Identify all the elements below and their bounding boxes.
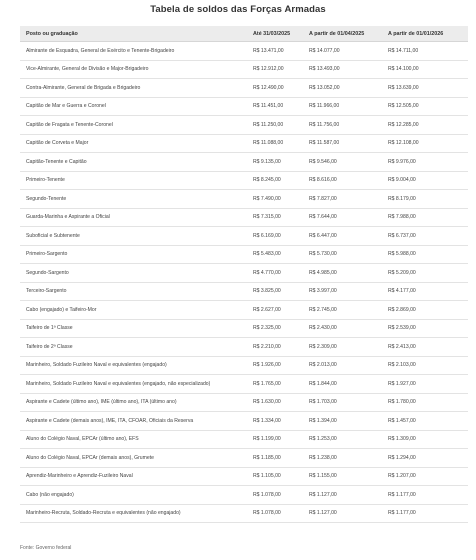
value-until-2025-03-31: R$ 1.765,00: [253, 375, 309, 394]
value-from-2026-01-01: R$ 2.413,00: [388, 338, 468, 357]
table-row: [20, 282, 468, 301]
value-from-2026-01-01: R$ 5.209,00: [388, 264, 468, 283]
rank-cell: Marinheiro, Soldado Fuzileiro Naval e equivalentes (engajado): [20, 356, 253, 375]
table-row: [20, 504, 468, 523]
value-from-2026-01-01: R$ 1.177,00: [388, 486, 468, 505]
table-row: [20, 486, 468, 505]
value-from-2026-01-01: R$ 14.100,00: [388, 60, 468, 79]
value-from-2025-04-01: R$ 2.309,00: [309, 338, 388, 357]
rank-cell: Taifeiro de 1ª Classe: [20, 319, 253, 338]
table-row: [20, 393, 468, 412]
value-from-2025-04-01: R$ 1.844,00: [309, 375, 388, 394]
value-until-2025-03-31: R$ 6.169,00: [253, 227, 309, 246]
rank-cell: Aluno do Colégio Naval, EPCAr (último ano), EFS: [20, 430, 253, 449]
table-row: [20, 42, 468, 61]
table-row: [20, 412, 468, 431]
value-until-2025-03-31: R$ 11.451,00: [253, 97, 309, 116]
value-from-2026-01-01: R$ 1.177,00: [388, 504, 468, 523]
value-from-2026-01-01: R$ 9.976,00: [388, 153, 468, 172]
value-until-2025-03-31: R$ 1.078,00: [253, 504, 309, 523]
value-until-2025-03-31: R$ 1.105,00: [253, 467, 309, 486]
value-from-2025-04-01: R$ 2.430,00: [309, 319, 388, 338]
value-from-2025-04-01: R$ 4.985,00: [309, 264, 388, 283]
value-from-2026-01-01: R$ 2.539,00: [388, 319, 468, 338]
rank-cell: Suboficial e Subtenente: [20, 227, 253, 246]
value-from-2025-04-01: R$ 1.127,00: [309, 504, 388, 523]
table-row: [20, 208, 468, 227]
rank-cell: Almirante de Esquadra, General de Exército e Tenente-Brigadeiro: [20, 42, 253, 61]
value-until-2025-03-31: R$ 5.483,00: [253, 245, 309, 264]
rank-cell: Marinheiro-Recruta, Soldado-Recruta e equivalentes (não engajado): [20, 504, 253, 523]
table-row: [20, 356, 468, 375]
value-until-2025-03-31: R$ 7.490,00: [253, 190, 309, 209]
value-from-2026-01-01: R$ 4.177,00: [388, 282, 468, 301]
value-until-2025-03-31: R$ 1.926,00: [253, 356, 309, 375]
rank-cell: Primeiro-Tenente: [20, 171, 253, 190]
table-row: [20, 338, 468, 357]
table-row: [20, 301, 468, 320]
value-until-2025-03-31: R$ 12.490,00: [253, 79, 309, 98]
table-row: [20, 467, 468, 486]
value-from-2025-04-01: R$ 2.745,00: [309, 301, 388, 320]
value-from-2026-01-01: R$ 5.988,00: [388, 245, 468, 264]
table-header: [20, 26, 468, 42]
value-from-2025-04-01: R$ 14.077,00: [309, 42, 388, 61]
value-from-2025-04-01: R$ 7.827,00: [309, 190, 388, 209]
header-from-2026-01-01: A partir de 01/01/2026: [388, 26, 468, 42]
value-until-2025-03-31: R$ 13.471,00: [253, 42, 309, 61]
table-row: [20, 97, 468, 116]
table-row: [20, 60, 468, 79]
value-from-2026-01-01: R$ 7.988,00: [388, 208, 468, 227]
value-from-2026-01-01: R$ 14.711,00: [388, 42, 468, 61]
rank-cell: Capitão de Fragata e Tenente-Coronel: [20, 116, 253, 135]
value-until-2025-03-31: R$ 11.088,00: [253, 134, 309, 153]
value-from-2025-04-01: R$ 1.703,00: [309, 393, 388, 412]
table-row: [20, 79, 468, 98]
value-from-2025-04-01: R$ 1.127,00: [309, 486, 388, 505]
value-from-2025-04-01: R$ 13.493,00: [309, 60, 388, 79]
value-until-2025-03-31: R$ 1.334,00: [253, 412, 309, 431]
rank-cell: Marinheiro, Soldado Fuzileiro Naval e equivalentes (engajado, não especializado): [20, 375, 253, 394]
value-from-2025-04-01: R$ 11.587,00: [309, 134, 388, 153]
value-from-2025-04-01: R$ 7.644,00: [309, 208, 388, 227]
rank-cell: Aprendiz-Marinheiro e Aprendiz-Fuzileiro Naval: [20, 467, 253, 486]
table-row: [20, 171, 468, 190]
rank-cell: Contra-Almirante, General de Brigada e Brigadeiro: [20, 79, 253, 98]
value-from-2026-01-01: R$ 1.457,00: [388, 412, 468, 431]
value-from-2026-01-01: R$ 1.207,00: [388, 467, 468, 486]
value-from-2025-04-01: R$ 9.546,00: [309, 153, 388, 172]
value-until-2025-03-31: R$ 2.325,00: [253, 319, 309, 338]
table-row: [20, 134, 468, 153]
table-row: [20, 449, 468, 468]
value-until-2025-03-31: R$ 1.185,00: [253, 449, 309, 468]
value-from-2026-01-01: R$ 12.505,00: [388, 97, 468, 116]
rank-cell: Terceiro-Sargento: [20, 282, 253, 301]
rank-cell: Cabo (não engajado): [20, 486, 253, 505]
value-from-2025-04-01: R$ 11.756,00: [309, 116, 388, 135]
value-from-2025-04-01: R$ 11.966,00: [309, 97, 388, 116]
rank-cell: Primeiro-Sargento: [20, 245, 253, 264]
table-row: [20, 430, 468, 449]
salary-table-container: [20, 26, 468, 523]
table-row: [20, 375, 468, 394]
table-row: [20, 319, 468, 338]
value-from-2026-01-01: R$ 6.737,00: [388, 227, 468, 246]
source-note: Fonte: Governo federal: [20, 545, 72, 551]
value-from-2026-01-01: R$ 13.639,00: [388, 79, 468, 98]
rank-cell: Aspirante e Cadete (último ano), IME (último ano), ITA (último ano): [20, 393, 253, 412]
value-from-2026-01-01: R$ 9.004,00: [388, 171, 468, 190]
rank-cell: Cabo (engajado) e Taifeiro-Mor: [20, 301, 253, 320]
value-from-2026-01-01: R$ 12.108,00: [388, 134, 468, 153]
header-row: [20, 26, 468, 42]
table-row: [20, 227, 468, 246]
header-rank: Posto ou graduação: [20, 26, 253, 42]
value-until-2025-03-31: R$ 1.630,00: [253, 393, 309, 412]
value-from-2026-01-01: R$ 12.285,00: [388, 116, 468, 135]
table-body: [20, 42, 468, 523]
rank-cell: Segundo-Sargento: [20, 264, 253, 283]
table-row: [20, 245, 468, 264]
value-from-2025-04-01: R$ 1.238,00: [309, 449, 388, 468]
rank-cell: Aluno do Colégio Naval, EPCAr (demais anos), Grumete: [20, 449, 253, 468]
rank-cell: Taifeiro de 2ª Classe: [20, 338, 253, 357]
value-from-2026-01-01: R$ 2.869,00: [388, 301, 468, 320]
rank-cell: Guarda-Marinha e Aspirante a Oficial: [20, 208, 253, 227]
value-until-2025-03-31: R$ 2.627,00: [253, 301, 309, 320]
value-from-2026-01-01: R$ 2.103,00: [388, 356, 468, 375]
rank-cell: Segundo-Tenente: [20, 190, 253, 209]
value-from-2025-04-01: R$ 5.730,00: [309, 245, 388, 264]
value-until-2025-03-31: R$ 7.315,00: [253, 208, 309, 227]
value-from-2025-04-01: R$ 13.052,00: [309, 79, 388, 98]
value-from-2026-01-01: R$ 1.294,00: [388, 449, 468, 468]
value-from-2026-01-01: R$ 1.309,00: [388, 430, 468, 449]
value-from-2025-04-01: R$ 3.997,00: [309, 282, 388, 301]
value-from-2026-01-01: R$ 1.780,00: [388, 393, 468, 412]
value-until-2025-03-31: R$ 4.770,00: [253, 264, 309, 283]
rank-cell: Vice-Almirante, General de Divisão e Major-Brigadeiro: [20, 60, 253, 79]
value-until-2025-03-31: R$ 2.210,00: [253, 338, 309, 357]
table-row: [20, 190, 468, 209]
header-from-2025-04-01: A partir de 01/04/2025: [309, 26, 388, 42]
table-title: Tabela de soldos das Forças Armadas: [150, 4, 326, 15]
salary-table: [20, 26, 468, 523]
value-until-2025-03-31: R$ 1.199,00: [253, 430, 309, 449]
rank-cell: Capitão de Mar e Guerra e Coronel: [20, 97, 253, 116]
value-until-2025-03-31: R$ 1.078,00: [253, 486, 309, 505]
value-from-2025-04-01: R$ 6.447,00: [309, 227, 388, 246]
rank-cell: Capitão-Tenente e Capitão: [20, 153, 253, 172]
value-from-2025-04-01: R$ 8.616,00: [309, 171, 388, 190]
value-until-2025-03-31: R$ 8.245,00: [253, 171, 309, 190]
header-until-2025-03-31: Até 31/03/2025: [253, 26, 309, 42]
value-from-2026-01-01: R$ 1.927,00: [388, 375, 468, 394]
value-from-2025-04-01: R$ 1.155,00: [309, 467, 388, 486]
table-row: [20, 116, 468, 135]
value-from-2025-04-01: R$ 1.394,00: [309, 412, 388, 431]
value-until-2025-03-31: R$ 11.250,00: [253, 116, 309, 135]
value-until-2025-03-31: R$ 3.825,00: [253, 282, 309, 301]
value-from-2025-04-01: R$ 2.013,00: [309, 356, 388, 375]
rank-cell: Capitão de Corveta e Major: [20, 134, 253, 153]
table-row: [20, 264, 468, 283]
rank-cell: Aspirante e Cadete (demais anos), IME, ITA, CFOAR, Oficiais da Reserva: [20, 412, 253, 431]
table-row: [20, 153, 468, 172]
value-until-2025-03-31: R$ 9.135,00: [253, 153, 309, 172]
value-until-2025-03-31: R$ 12.912,00: [253, 60, 309, 79]
value-from-2026-01-01: R$ 8.179,00: [388, 190, 468, 209]
value-from-2025-04-01: R$ 1.253,00: [309, 430, 388, 449]
